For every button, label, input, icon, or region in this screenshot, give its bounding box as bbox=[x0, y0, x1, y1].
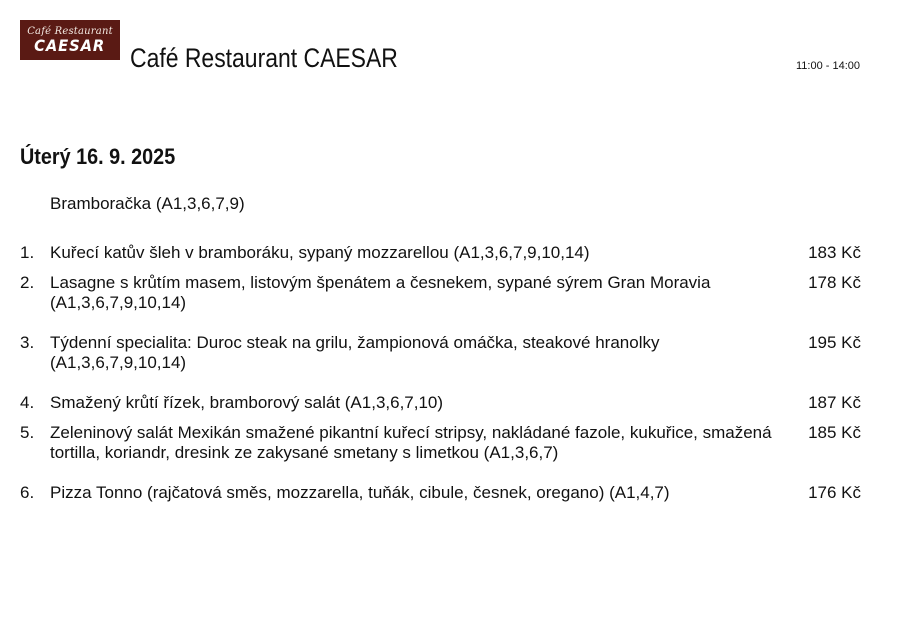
menu-item-name: Zeleninový salát Mexikán smažené pikantní kuřecí stripsy, nakládané fazole, kukuřice, smažená tortilla, koriandr, dresink ze zakysané smetany s limetkou (A1,3,6,7) bbox=[50, 423, 772, 462]
menu-item-name: Smažený krůtí řízek, bramborový salát (A1,3,6,7,10) bbox=[50, 393, 444, 412]
menu-item bbox=[20, 393, 861, 423]
restaurant-logo bbox=[20, 20, 120, 60]
menu-item-name: Kuřecí katův šleh v bramboráku, sypaný mozzarellou (A1,3,6,7,9,10,14) bbox=[50, 243, 590, 262]
menu-item-number: 1. bbox=[20, 243, 35, 262]
menu-item bbox=[20, 423, 861, 483]
menu-item-number: 2. bbox=[20, 273, 35, 292]
opening-hours: 11:00 - 14:00 bbox=[795, 60, 860, 72]
menu-item-price: 183 Kč bbox=[808, 243, 861, 262]
menu-item-price: 187 Kč bbox=[808, 393, 861, 412]
menu-item-name: Týdenní specialita: Duroc steak na grilu, žampionová omáčka, steakové hranolky (A1,3,6,7,9,10,14) bbox=[50, 333, 660, 372]
menu-item-price: 185 Kč bbox=[808, 423, 861, 442]
menu-item-name: Lasagne s krůtím masem, listovým špenátem a česnekem, sypané sýrem Gran Moravia (A1,3,6,7,9,10,14) bbox=[50, 273, 711, 312]
menu-item-name: Pizza Tonno (rajčatová směs, mozzarella, tuňák, cibule, česnek, oregano) (A1,4,7) bbox=[50, 483, 670, 502]
menu-item bbox=[20, 333, 861, 393]
soup-of-the-day: Bramboračka (A1,3,6,7,9) bbox=[50, 194, 245, 213]
menu-date: Úterý 16. 9. 2025 bbox=[20, 144, 176, 169]
menu-item-price: 178 Kč bbox=[808, 273, 861, 292]
menu-item-price: 176 Kč bbox=[808, 483, 861, 502]
restaurant-title: Café Restaurant CAESAR bbox=[130, 43, 398, 73]
logo-line-cafe: Café Restaurant bbox=[27, 25, 113, 37]
menu-item-number: 5. bbox=[20, 423, 35, 442]
logo-line-caesar: CAESAR bbox=[34, 35, 106, 55]
menu-item-number: 6. bbox=[20, 483, 35, 502]
menu-item bbox=[20, 273, 861, 333]
menu-item-number: 4. bbox=[20, 393, 35, 412]
menu-items-list bbox=[20, 243, 861, 513]
menu-item bbox=[20, 243, 861, 273]
menu-item bbox=[20, 483, 861, 513]
menu-item-price: 195 Kč bbox=[808, 333, 861, 352]
menu-item-number: 3. bbox=[20, 333, 35, 352]
